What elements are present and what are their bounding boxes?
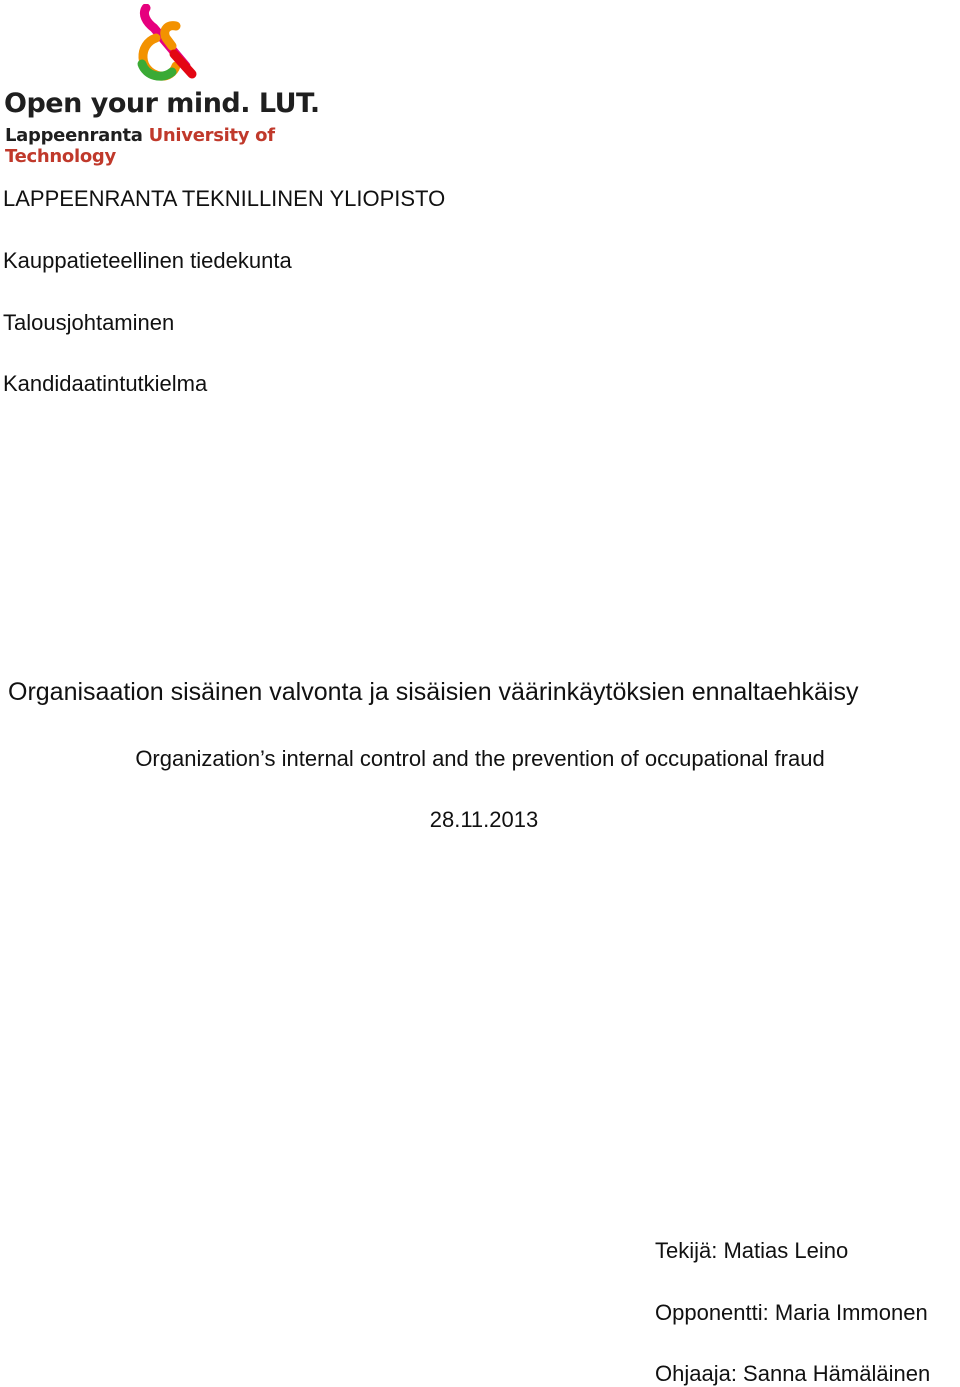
major-name: Talousjohtaminen <box>3 310 175 335</box>
logo-tagline: Open your mind. LUT. <box>4 88 320 119</box>
author-line: Tekijä: Matias Leino <box>655 1238 849 1263</box>
faculty-name: Kauppatieteellinen tiedekunta <box>3 248 292 273</box>
thesis-date: 28.11.2013 <box>429 807 539 832</box>
supervisor-line: Ohjaaja: Sanna Hämäläinen <box>655 1361 931 1386</box>
logo-subtitle-university: University of Technology <box>5 125 275 167</box>
thesis-title-finnish: Organisaation sisäinen valvonta ja sisäisien väärinkäytöksien ennaltaehkäisy <box>8 678 859 706</box>
lut-logo <box>0 0 380 167</box>
thesis-title-english: Organization’s internal control and the prevention of occupational fraud <box>135 746 825 771</box>
ampersand-logo-icon <box>132 4 204 84</box>
thesis-type: Kandidaatintutkielma <box>3 371 208 396</box>
logo-subtitle-city: Lappeenranta <box>5 125 143 146</box>
university-name: LAPPEENRANTA TEKNILLINEN YLIOPISTO <box>3 186 446 211</box>
opponent-line: Opponentti: Maria Immonen <box>655 1300 928 1325</box>
logo-subtitle <box>5 125 380 167</box>
